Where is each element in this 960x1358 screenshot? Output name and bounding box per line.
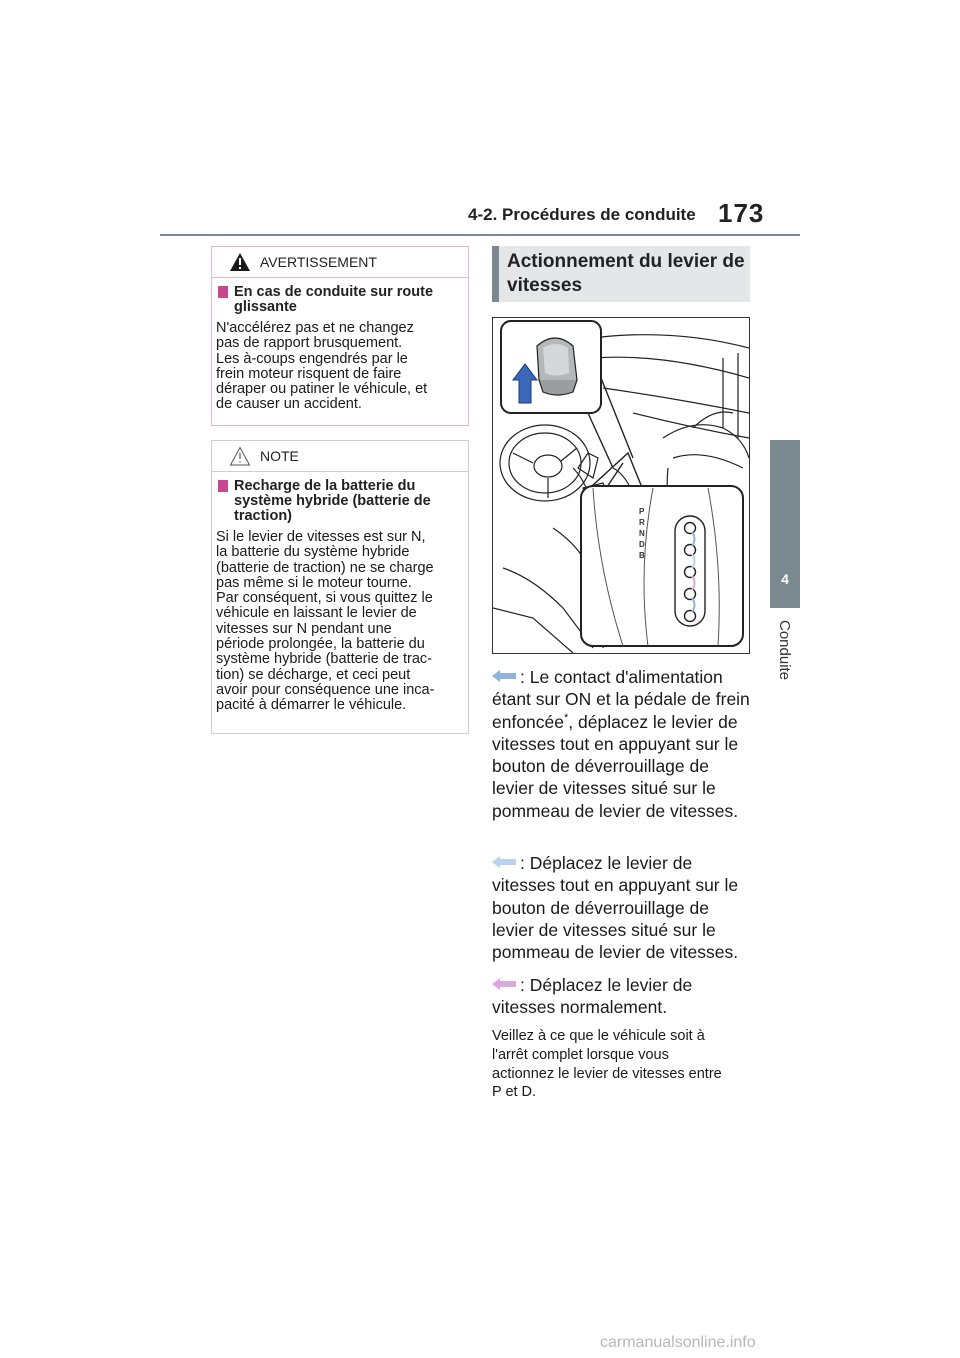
instruction-note: Veillez à ce que le véhicule soit à l'arrêt complet lorsque vous actionnez le levier de vitesses entre P et D.: [492, 1028, 722, 1101]
arrow-left-icon: [492, 670, 516, 682]
footnote-marker: *: [564, 711, 569, 724]
gear-letter: N: [639, 529, 645, 538]
gear-letter: P: [639, 507, 645, 516]
chapter-label-text: Conduite: [776, 620, 793, 681]
arrow-left-icon: [492, 856, 516, 868]
chapter-label: [771, 620, 801, 710]
instruction-3-text: : Déplacez le levier de vitesses normalement.: [492, 975, 693, 1018]
warning-subheading-text: En cas de conduite sur route glissante: [234, 284, 434, 315]
instruction-1-text: : Le contact d'alimentation étant sur ON et la pédale de frein enfoncée: [492, 667, 750, 732]
warning-triangle-icon: [229, 252, 251, 272]
shift-lever-illustration: [492, 317, 750, 654]
shift-knob-drawing: [537, 338, 577, 395]
caution-triangle-icon: [229, 446, 251, 466]
note-subheading-text: Recharge de la batterie du système hybride (batterie de traction): [234, 478, 431, 524]
note-body: Si le levier de vitesses est sur N, la batterie du système hybride (batterie de traction) ne se charge pas même si le moteur tourne. Par conséquent, si vous quittez le véhicule en laissant le levier de vitesses sur N pendant une période prolongée, la batterie du système hybride (batterie de trac- tion) se décharge, et ceci peut avoir pour conséquence une inca- pacité à démarrer le véhicule.: [216, 529, 435, 714]
warning-title: AVERTISSEMENT: [260, 254, 377, 270]
instruction-item-3: [492, 974, 754, 1019]
note-subheading: [216, 479, 460, 524]
instruction-item-2: [492, 852, 754, 963]
gear-letter: R: [639, 518, 645, 527]
gear-letter: D: [639, 540, 645, 549]
warning-box: [211, 246, 469, 426]
gear-letter: B: [639, 551, 645, 560]
chapter-number: 4: [781, 571, 789, 587]
section-title: Actionnement du levier de vitesses: [492, 246, 750, 302]
note-box-header: [212, 441, 468, 472]
warning-body: N'accélérez pas et ne changez pas de rapport brusquement. Les à-coups engendrés par le frein moteur risquent de faire déraper ou patiner le véhicule, et de causer un accident.: [216, 320, 428, 413]
page-number: 173: [718, 198, 765, 228]
car-interior-drawing: [493, 318, 749, 653]
bullet-square-icon: [218, 480, 228, 492]
note-box: [211, 440, 469, 734]
warning-subheading: [216, 285, 460, 315]
watermark: carmanualsonline.info: [600, 1334, 756, 1351]
instruction-1-text-cont: , déplacez le levier de vitesses tout en appuyant sur le bouton de déverrouillage de levier de vitesses situé sur le pommeau de levier de vitesses.: [492, 711, 739, 821]
section-breadcrumb: 4-2. Procédures de conduite: [468, 205, 696, 224]
instruction-2-text: : Déplacez le levier de vitesses tout en appuyant sur le bouton de déverrouillage de levier de vitesses situé sur le pommeau de levier de vitesses.: [492, 853, 739, 963]
warning-box-header: [212, 247, 468, 278]
bullet-square-icon: [218, 286, 228, 298]
arrow-left-icon: [492, 978, 516, 990]
header-rule: [160, 234, 800, 236]
instruction-item-1: [492, 666, 754, 822]
note-title: NOTE: [260, 448, 299, 464]
